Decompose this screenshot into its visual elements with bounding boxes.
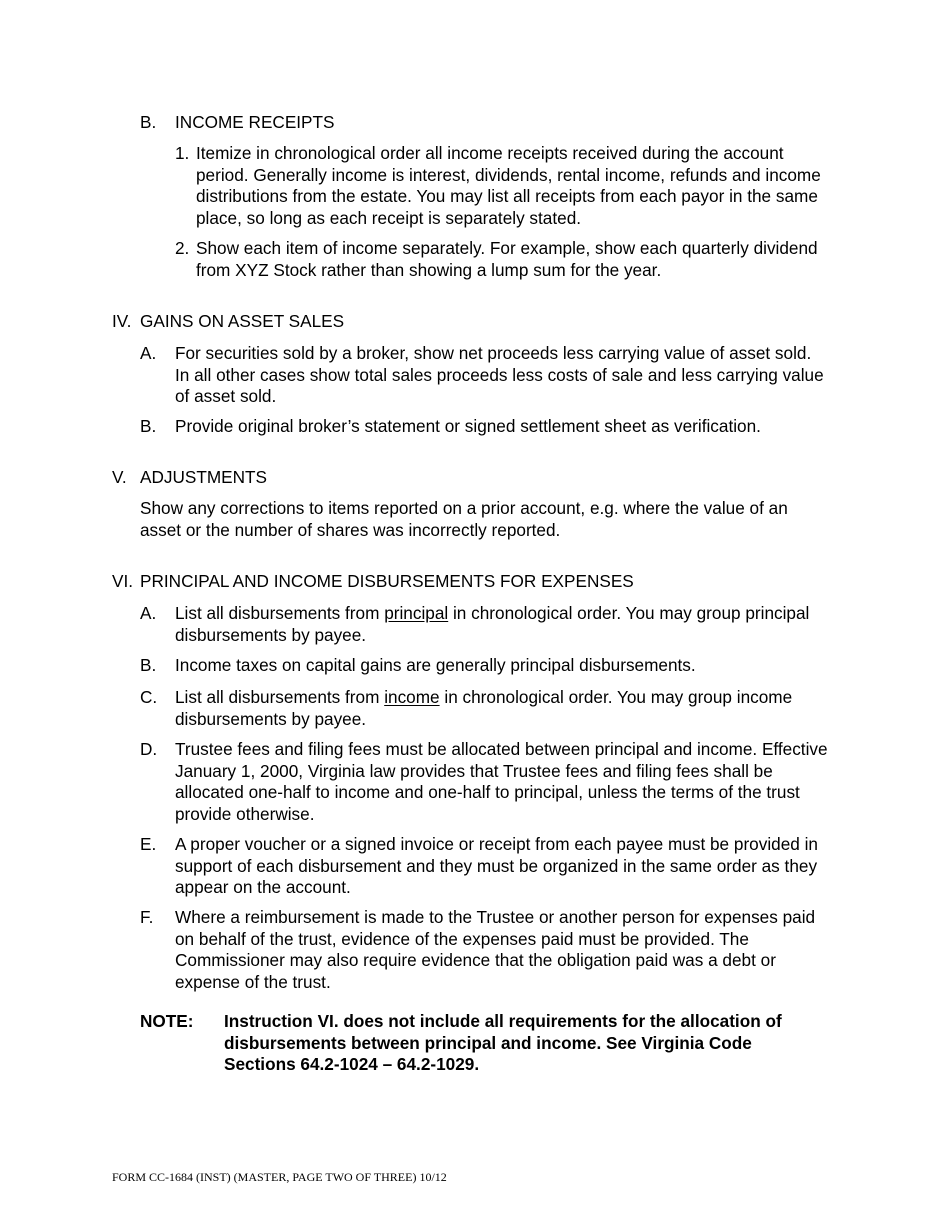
text-line: period. Generally income is interest, dividends, rental income, refunds and income xyxy=(196,164,821,185)
section-b-heading: INCOME RECEIPTS xyxy=(175,112,335,132)
text-run: List all disbursements from xyxy=(175,687,385,707)
section-vi-item-a-text xyxy=(175,603,809,646)
text-line: Commissioner may also require evidence that the obligation paid was a debt or xyxy=(175,950,776,970)
text-line: January 1, 2000, Virginia law provides that Trustee fees and filing fees shall be xyxy=(175,760,773,781)
section-vi-item-c-letter: C. xyxy=(140,687,158,707)
text-line: Itemize in chronological order all income receipts received during the account xyxy=(196,143,784,163)
text-line: appear on the account. xyxy=(175,877,351,897)
text-line: Instruction VI. does not include all requirements for the allocation of xyxy=(224,1011,782,1031)
section-b-item-2-number: 2. xyxy=(175,238,190,258)
underlined-word: principal xyxy=(384,603,449,623)
text-run: List all disbursements from xyxy=(175,603,385,623)
section-b-item-1-number: 1. xyxy=(175,143,190,163)
text-line: In all other cases show total sales proceeds less costs of sale and less carrying value xyxy=(175,364,824,385)
section-iv-item-b-text xyxy=(175,416,761,438)
text-line: allocated one-half to income and one-half to principal, unless the terms of the trust xyxy=(175,782,800,802)
text-line: Trustee fees and filing fees must be allocated between principal and income. Effective xyxy=(175,739,828,759)
note-text xyxy=(224,1011,782,1076)
text-line: disbursements by payee. xyxy=(175,624,367,645)
section-v-heading: ADJUSTMENTS xyxy=(140,467,268,487)
form-footer: FORM CC-1684 (INST) (MASTER, PAGE TWO OF THREE) 10/12 xyxy=(112,1170,447,1184)
text-line: For securities sold by a broker, show net proceeds less carrying value of asset sold. xyxy=(175,343,812,363)
section-vi-item-e-text xyxy=(175,834,818,899)
text-line: place, so long as each receipt is separately stated. xyxy=(196,207,582,228)
section-v-label: V. xyxy=(112,467,127,487)
section-iv-item-b-letter: B. xyxy=(140,416,157,436)
text-line: Show each item of income separately. For example, show each quarterly dividend xyxy=(196,238,818,258)
text-line: expense of the trust. xyxy=(175,971,331,992)
section-v-text xyxy=(140,498,788,541)
text-run: in chronological order. You may group principal xyxy=(448,603,810,623)
section-vi-heading: PRINCIPAL AND INCOME DISBURSEMENTS FOR EXPENSES xyxy=(140,571,634,591)
section-vi-item-a-letter: A. xyxy=(140,603,157,623)
text-line: on behalf of the trust, evidence of the expenses paid must be provided. The xyxy=(175,928,749,949)
text-line: of asset sold. xyxy=(175,386,277,406)
text-line: Sections 64.2-1024 – 64.2-1029. xyxy=(224,1054,480,1074)
section-b-label: B. xyxy=(140,112,157,132)
text-line: Show any corrections to items reported on a prior account, e.g. where the value of an xyxy=(140,498,788,518)
section-iv-heading: GAINS ON ASSET SALES xyxy=(140,311,345,331)
section-vi-item-d-text xyxy=(175,739,828,825)
text-line: Income taxes on capital gains are generally principal disbursements. xyxy=(175,655,696,675)
section-iv-item-a-letter: A. xyxy=(140,343,157,363)
text-run: in chronological order. You may group income xyxy=(439,687,793,707)
text-line: distributions from the estate. You may list all receipts from each payor in the same xyxy=(196,186,818,206)
section-b-item-2-text xyxy=(196,238,818,281)
section-vi-item-f-letter: F. xyxy=(140,907,154,927)
section-vi-item-c-text xyxy=(175,687,792,730)
text-line: support of each disbursement and they must be organized in the same order as they xyxy=(175,855,818,876)
text-line xyxy=(175,687,792,709)
section-vi-item-e-letter: E. xyxy=(140,834,157,854)
section-b-item-1-text xyxy=(196,143,821,229)
underlined-word: income xyxy=(384,687,440,707)
section-vi-label: VI. xyxy=(112,571,134,591)
text-line: disbursements between principal and income. See Virginia Code xyxy=(224,1032,752,1053)
note-label: NOTE: xyxy=(140,1011,194,1031)
section-vi-item-b-text xyxy=(175,655,696,677)
text-line: provide otherwise. xyxy=(175,803,315,824)
section-vi-item-d-letter: D. xyxy=(140,739,158,759)
text-line xyxy=(175,603,809,625)
text-line: asset or the number of shares was incorrectly reported. xyxy=(140,519,561,540)
text-line: disbursements by payee. xyxy=(175,708,367,729)
section-vi-item-b-letter: B. xyxy=(140,655,157,675)
text-line: Where a reimbursement is made to the Trustee or another person for expenses paid xyxy=(175,907,816,927)
text-line: from XYZ Stock rather than showing a lump sum for the year. xyxy=(196,259,662,280)
section-iv-item-a-text xyxy=(175,343,824,408)
section-vi-item-f-text xyxy=(175,907,815,993)
text-line: Provide original broker’s statement or signed settlement sheet as verification. xyxy=(175,416,761,436)
text-line: A proper voucher or a signed invoice or receipt from each payee must be provided in xyxy=(175,834,818,854)
section-iv-label: IV. xyxy=(112,311,132,331)
